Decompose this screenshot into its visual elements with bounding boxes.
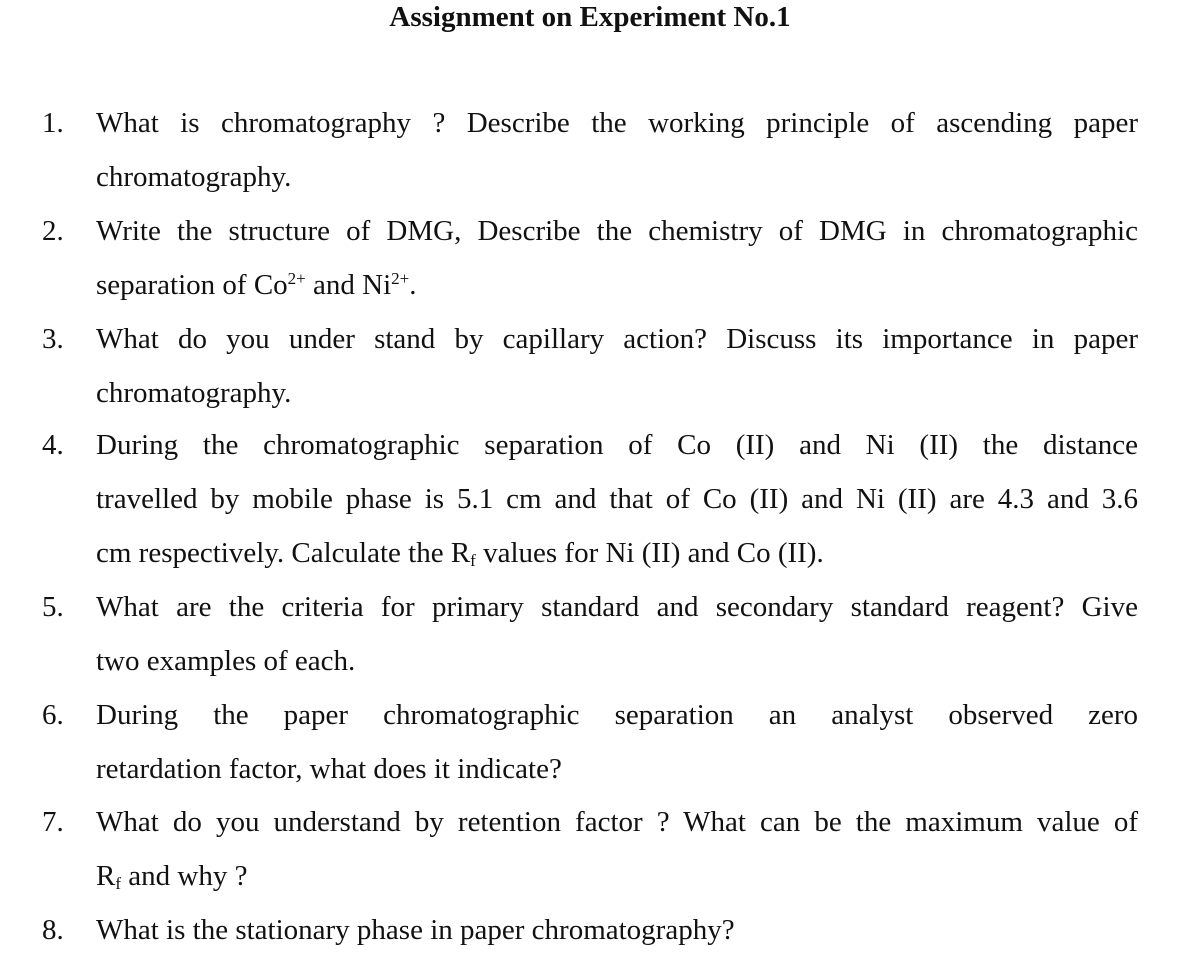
question-number: 5. [42,591,64,623]
text-run: . [409,269,417,301]
question-text [96,795,1138,903]
question-number: 8. [42,914,64,946]
question-2 [42,204,1138,312]
text-run: and Ni [305,269,392,301]
text-run: cm respectively. Calculate the R [96,537,471,569]
question-line [96,258,1138,312]
ion-charge: 2+ [391,269,410,288]
question-line: chromatography. [96,161,292,193]
question-number: 4. [42,429,64,461]
question-text [96,580,1138,688]
question-line: retardation factor, what does it indicate? [96,753,562,785]
question-text [96,688,1138,796]
subscript: f [470,551,476,570]
page-title: Assignment on Experiment No.1 [389,1,791,33]
question-number: 7. [42,806,64,838]
question-line: During the chromatographic separation of Co (II) and Ni (II) the distance [96,429,1138,461]
text-run: values for Ni (II) and Co (II). [475,537,824,569]
question-line [96,526,1138,580]
question-4 [42,418,1138,580]
question-number: 2. [42,215,64,247]
question-6 [42,688,1138,796]
question-3 [42,312,1138,420]
question-line: What do you under stand by capillary action? Discuss its importance in paper [96,323,1138,355]
question-text [96,903,1138,957]
question-5 [42,580,1138,688]
question-8 [42,903,1138,957]
question-line: What is the stationary phase in paper chromatography? [96,914,735,946]
question-1 [42,96,1138,204]
question-line: During the paper chromatographic separation an analyst observed zero [96,699,1138,731]
text-run: R [96,860,116,892]
question-text [96,312,1138,420]
subscript: f [115,874,122,893]
question-line: travelled by mobile phase is 5.1 cm and that of Co (II) and Ni (II) are 4.3 and 3.6 [96,483,1138,515]
question-line: Write the structure of DMG, Describe the chemistry of DMG in chromatographic [96,215,1138,247]
text-run: and why ? [121,860,248,892]
question-7 [42,795,1138,903]
question-text [96,204,1138,312]
question-number: 1. [42,107,64,139]
question-number: 3. [42,323,64,355]
question-text [96,418,1138,580]
ion-charge: 2+ [287,269,306,288]
question-line: What are the criteria for primary standard and secondary standard reagent? Give [96,591,1138,623]
question-line [96,849,1138,903]
question-line: What is chromatography ? Describe the working principle of ascending paper [96,107,1138,139]
question-line: two examples of each. [96,645,356,677]
question-line: chromatography. [96,377,292,409]
question-text [96,96,1138,204]
text-run: separation of Co [96,269,288,301]
question-line: What do you understand by retention factor ? What can be the maximum value of [96,806,1138,838]
question-number: 6. [42,699,64,731]
